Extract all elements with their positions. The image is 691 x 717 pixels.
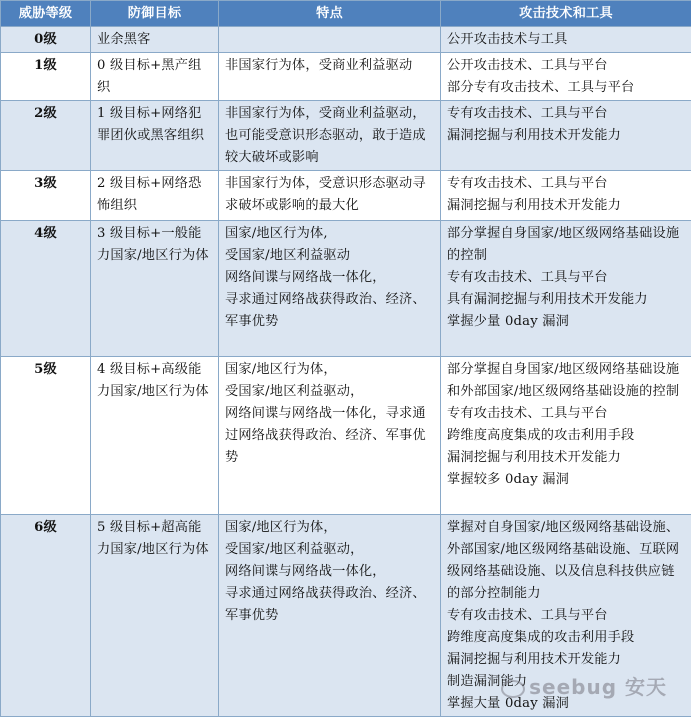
characteristic-line: 非国家行为体，受商业利益驱动，也可能受意识形态驱动，敢于造成较大破坏或影响 bbox=[225, 103, 434, 169]
header-characteristics: 特点 bbox=[219, 1, 441, 27]
table-row bbox=[1, 53, 691, 101]
header-attack-tools: 攻击技术和工具 bbox=[441, 1, 691, 27]
table-row bbox=[1, 171, 691, 221]
header-defense-target: 防御目标 bbox=[91, 1, 219, 27]
attack-tool-line: 掌握对自身国家/地区级网络基础设施、外部国家/地区级网络基础设施、互联网级网络基础设施、以及信息科技供应链的部分控制能力 bbox=[447, 517, 685, 605]
attack-tool-line: 专有攻击技术、工具与平台 bbox=[447, 403, 685, 425]
threat-level-cell: 3级 bbox=[1, 171, 91, 221]
table-row bbox=[1, 27, 691, 53]
threat-level-cell: 2级 bbox=[1, 101, 91, 171]
threat-level-cell: 0级 bbox=[1, 27, 91, 53]
attack-tool-line: 部分掌握自身国家/地区级网络基础设施和外部国家/地区级网络基础设施的控制 bbox=[447, 359, 685, 403]
characteristic-line: 国家/地区行为体， bbox=[225, 517, 434, 539]
attack-tool-line: 部分专有攻击技术、工具与平台 bbox=[447, 77, 685, 99]
attack-tool-line: 漏洞挖掘与利用技术开发能力 bbox=[447, 195, 685, 217]
watermark-brand: seebug bbox=[529, 675, 617, 699]
attack-tool-line: 漏洞挖掘与利用技术开发能力 bbox=[447, 649, 685, 671]
characteristic-line: 网络间谍与网络战一体化， bbox=[225, 561, 434, 583]
attack-tool-line: 公开攻击技术与工具 bbox=[447, 29, 685, 51]
defense-target-cell: 业余黑客 bbox=[91, 27, 219, 53]
attack-tool-line: 专有攻击技术、工具与平台 bbox=[447, 605, 685, 627]
attack-tool-line: 漏洞挖掘与利用技术开发能力 bbox=[447, 125, 685, 147]
header-threat-level: 威胁等级 bbox=[1, 1, 91, 27]
defense-target-cell: 3 级目标+一般能力国家/地区行为体 bbox=[91, 221, 219, 357]
threat-level-cell: 4级 bbox=[1, 221, 91, 357]
threat-level-cell: 5级 bbox=[1, 357, 91, 515]
characteristics-cell bbox=[219, 101, 441, 171]
attack-tool-line: 跨维度高度集成的攻击利用手段 bbox=[447, 627, 685, 649]
attack-tool-line: 漏洞挖掘与利用技术开发能力 bbox=[447, 447, 685, 469]
attack-tool-line: 部分掌握自身国家/地区级网络基础设施的控制 bbox=[447, 223, 685, 267]
characteristic-line: 受国家/地区利益驱动， bbox=[225, 381, 434, 403]
defense-target-cell: 1 级目标+网络犯罪团伙或黑客组织 bbox=[91, 101, 219, 171]
table-row bbox=[1, 101, 691, 171]
table-row bbox=[1, 221, 691, 357]
defense-target-cell: 2 级目标+网络恐怖组织 bbox=[91, 171, 219, 221]
attack-tool-line: 具有漏洞挖掘与利用技术开发能力 bbox=[447, 289, 685, 311]
watermark-text: 安天 bbox=[625, 675, 667, 699]
characteristic-line: 网络间谍与网络战一体化，寻求通过网络战获得政治、经济、军事优势 bbox=[225, 403, 434, 469]
characteristics-cell bbox=[219, 221, 441, 357]
attack-tool-line: 掌握较多 0day 漏洞 bbox=[447, 469, 685, 491]
characteristic-line: 网络间谍与网络战一体化， bbox=[225, 267, 434, 289]
threat-level-cell: 6级 bbox=[1, 515, 91, 717]
attack-tools-cell bbox=[441, 221, 691, 357]
threat-level-cell: 1级 bbox=[1, 53, 91, 101]
characteristics-cell bbox=[219, 53, 441, 101]
defense-target-cell: 0 级目标+黑产组织 bbox=[91, 53, 219, 101]
characteristics-cell bbox=[219, 515, 441, 717]
attack-tools-cell bbox=[441, 101, 691, 171]
characteristics-cell bbox=[219, 27, 441, 53]
attack-tool-line: 公开攻击技术、工具与平台 bbox=[447, 55, 685, 77]
watermark-logo-icon bbox=[501, 680, 525, 698]
attack-tool-line: 跨维度高度集成的攻击利用手段 bbox=[447, 425, 685, 447]
watermark bbox=[501, 671, 667, 700]
attack-tool-line: 专有攻击技术、工具与平台 bbox=[447, 267, 685, 289]
characteristics-cell bbox=[219, 357, 441, 515]
characteristic-line: 国家/地区行为体， bbox=[225, 359, 434, 381]
attack-tools-cell bbox=[441, 357, 691, 515]
table-row bbox=[1, 357, 691, 515]
characteristic-line: 受国家/地区利益驱动， bbox=[225, 539, 434, 561]
table-header-row bbox=[1, 1, 691, 27]
defense-target-cell: 5 级目标+超高能力国家/地区行为体 bbox=[91, 515, 219, 717]
attack-tools-cell bbox=[441, 171, 691, 221]
attack-tools-cell bbox=[441, 27, 691, 53]
characteristic-line: 非国家行为体，受意识形态驱动寻求破坏或影响的最大化 bbox=[225, 173, 434, 217]
characteristics-cell bbox=[219, 171, 441, 221]
attack-tool-line: 专有攻击技术、工具与平台 bbox=[447, 103, 685, 125]
characteristic-line: 寻求通过网络战获得政治、经济、军事优势 bbox=[225, 583, 434, 627]
characteristic-line: 国家/地区行为体, bbox=[225, 223, 434, 245]
characteristic-line: 受国家/地区利益驱动 bbox=[225, 245, 434, 267]
attack-tool-line: 专有攻击技术、工具与平台 bbox=[447, 173, 685, 195]
attack-tool-line: 掌握少量 0day 漏洞 bbox=[447, 311, 685, 333]
attack-tool-line: 掌握大量 0day 漏洞 bbox=[447, 693, 685, 715]
attack-tools-cell bbox=[441, 53, 691, 101]
characteristic-line: 寻求通过网络战获得政治、经济、军事优势 bbox=[225, 289, 434, 333]
characteristic-line: 非国家行为体，受商业利益驱动 bbox=[225, 55, 434, 77]
defense-target-cell: 4 级目标+高级能力国家/地区行为体 bbox=[91, 357, 219, 515]
attack-tool-line: 制造漏洞能力 bbox=[447, 671, 685, 693]
